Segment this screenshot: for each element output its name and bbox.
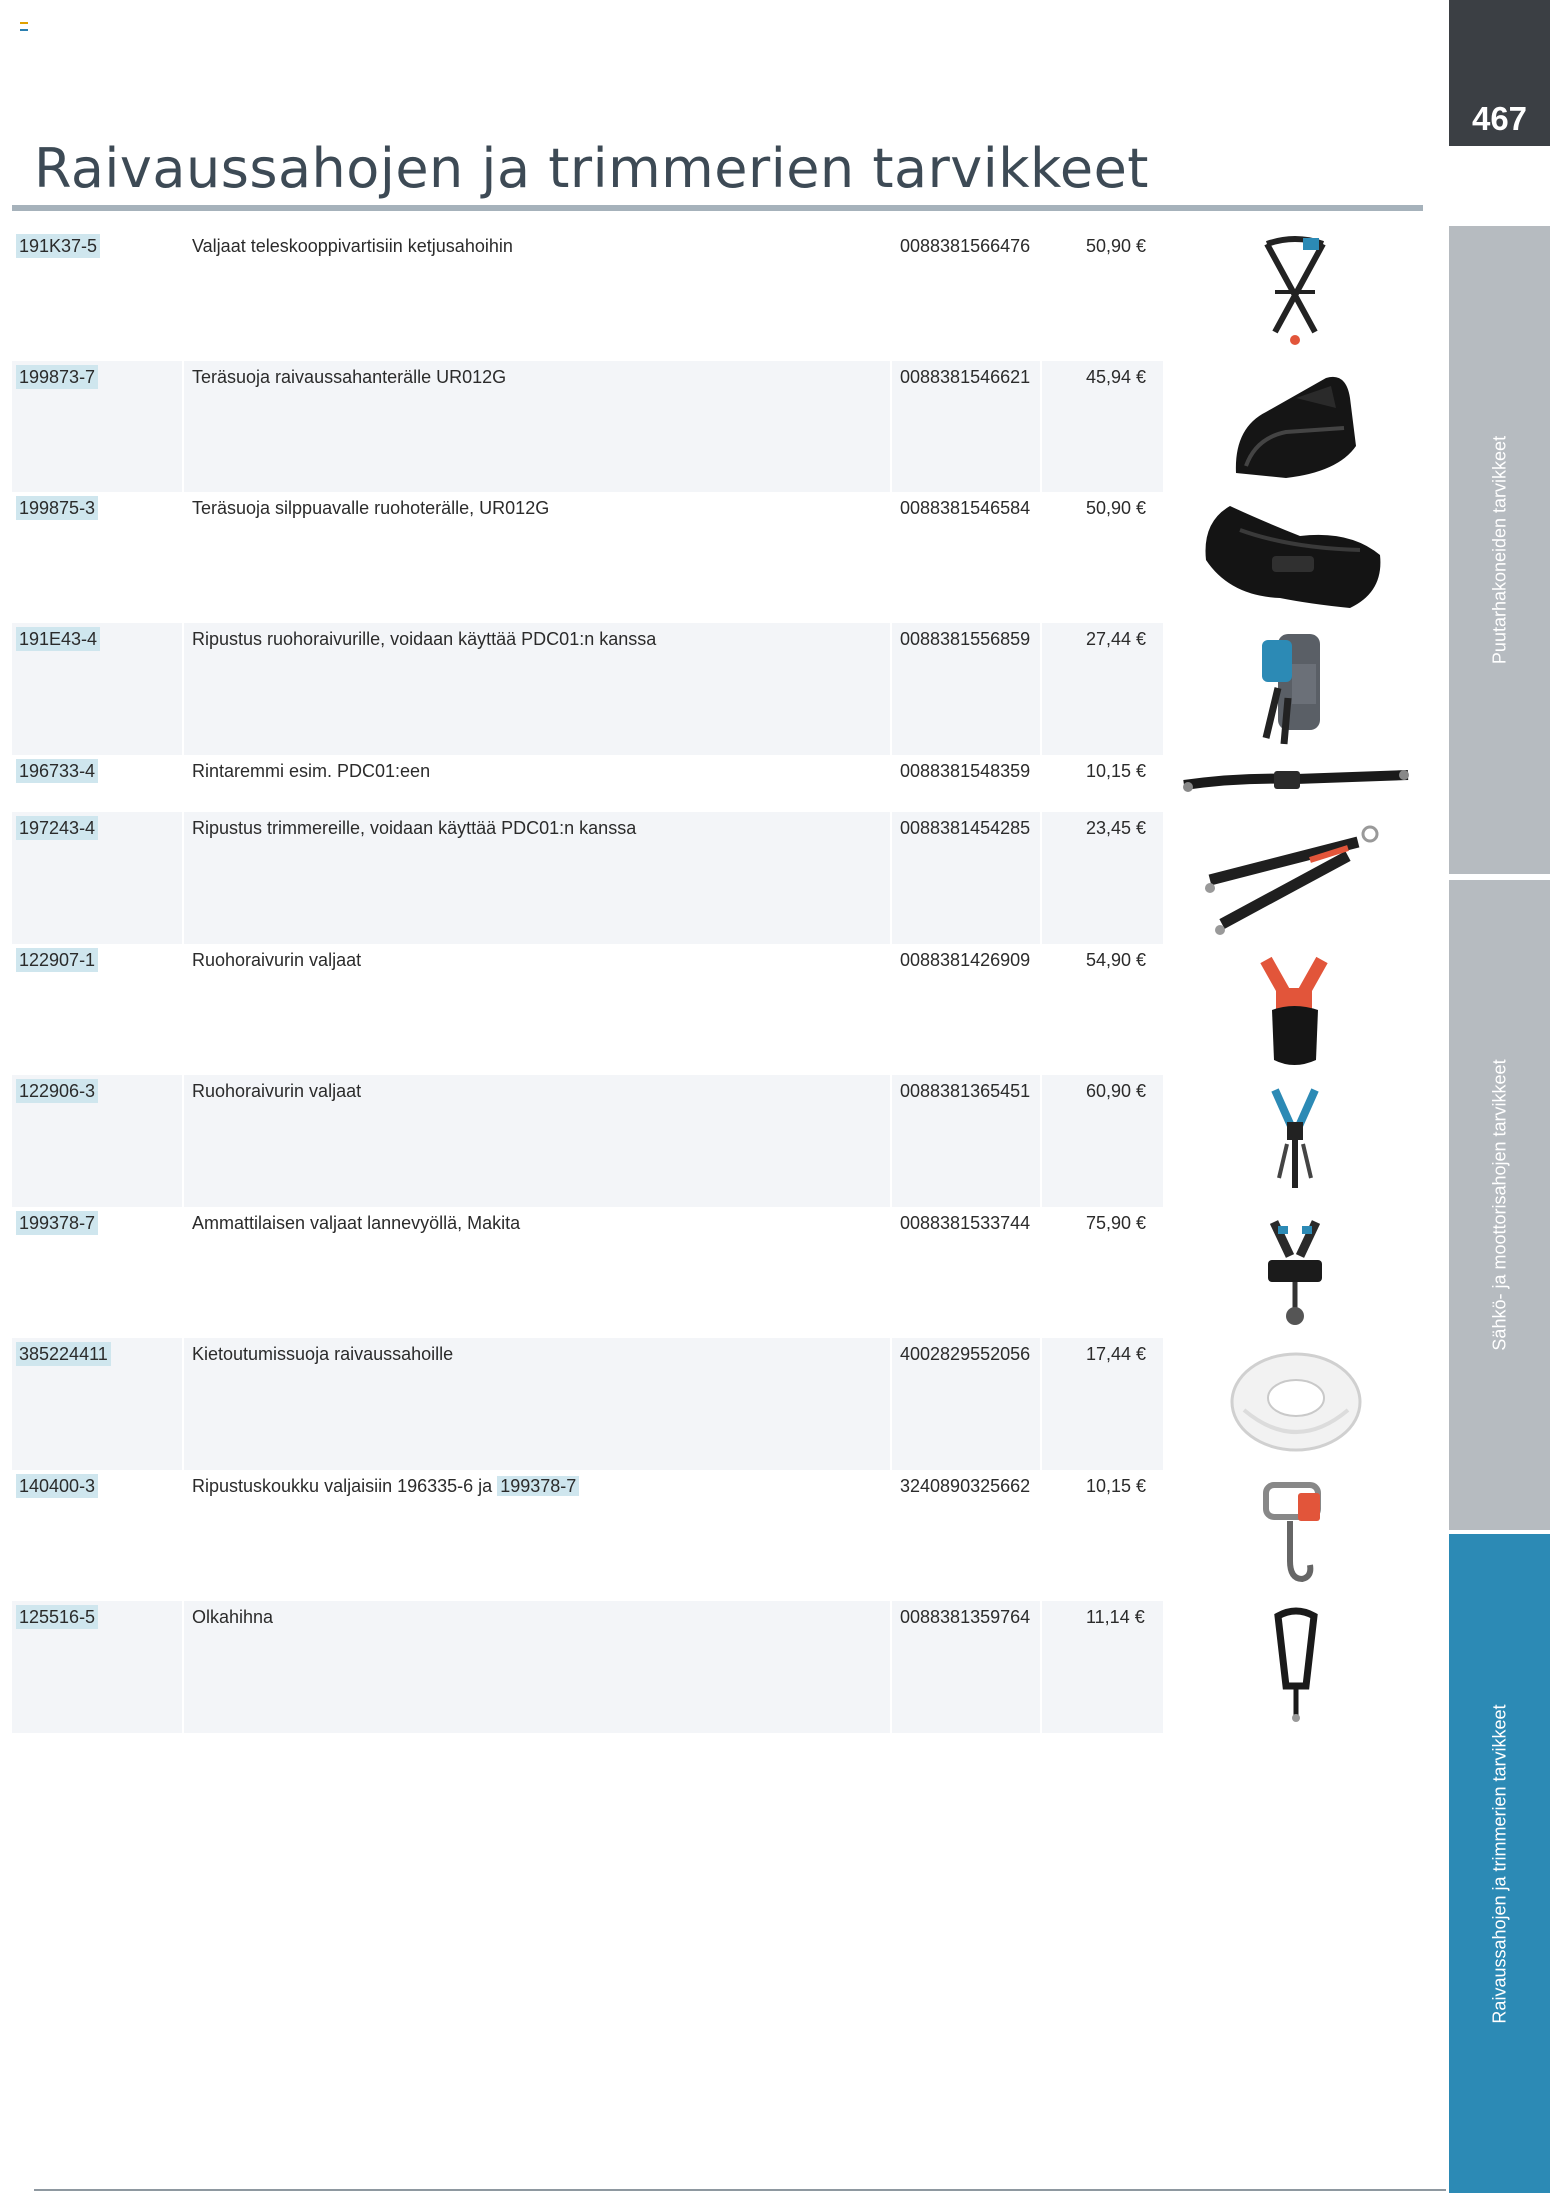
table-row	[12, 623, 1163, 755]
product-description: Ripustus ruohoraivurille, voidaan käyttää PDC01:n kanssa	[192, 629, 657, 649]
product-price: 27,44 €	[1086, 629, 1147, 649]
side-tab-garden[interactable]	[1449, 226, 1550, 874]
shoulder-strap-icon	[1268, 1606, 1324, 1724]
product-price: 60,90 €	[1086, 1081, 1147, 1101]
product-code: 191E43-4	[16, 627, 100, 651]
table-row	[12, 230, 1163, 361]
table-row	[12, 755, 1163, 812]
table-row	[12, 1601, 1163, 1733]
product-ean: 3240890325662	[900, 1476, 1031, 1496]
title-rule	[12, 205, 1423, 211]
product-ean: 4002829552056	[900, 1344, 1031, 1364]
table-row	[12, 1470, 1163, 1601]
x-shoulder-harness-icon	[1245, 232, 1345, 350]
product-price: 45,94 €	[1086, 367, 1147, 387]
description-text: Ripustuskoukku valjaisiin 196335-6 ja	[192, 1476, 498, 1496]
hook-icon	[1258, 1477, 1334, 1591]
product-code: 191K37-5	[16, 234, 100, 258]
table-row	[12, 492, 1163, 623]
corner-mark	[20, 22, 28, 31]
side-tab-label: Sähkö- ja moottorisahojen tarvikkeet	[1489, 1059, 1509, 1351]
pro-harness-icon	[1262, 1216, 1328, 1332]
product-price: 10,15 €	[1086, 761, 1147, 781]
table-row	[12, 1207, 1163, 1338]
product-price: 23,45 €	[1086, 818, 1147, 838]
table-row	[12, 361, 1163, 492]
table-row	[12, 1075, 1163, 1207]
product-price: 10,15 €	[1086, 1476, 1147, 1496]
side-tab-label: Puutarhakoneiden tarvikkeet	[1489, 435, 1509, 665]
product-ean: 0088381454285	[900, 818, 1031, 838]
side-tab-brushcutters[interactable]	[1449, 1534, 1550, 2193]
product-code: 122906-3	[16, 1079, 98, 1103]
product-price: 17,44 €	[1086, 1344, 1147, 1364]
bottom-rule	[34, 2189, 1446, 2191]
product-description: Ruohoraivurin valjaat	[192, 1081, 362, 1101]
product-ean: 0088381548359	[900, 761, 1031, 781]
product-code: 199378-7	[16, 1211, 98, 1235]
blade-guard-icon	[1226, 368, 1366, 486]
product-description: Teräsuoja raivaussahanterälle UR012G	[192, 367, 507, 387]
product-ean: 0088381365451	[900, 1081, 1031, 1101]
product-description: Ruohoraivurin valjaat	[192, 950, 362, 970]
side-tab-saws[interactable]	[1449, 880, 1550, 1530]
page-number-tab	[1449, 0, 1550, 146]
product-description: Ripustus trimmereille, voidaan käyttää PDC01:n kanssa	[192, 818, 637, 838]
product-price: 75,90 €	[1086, 1213, 1147, 1233]
chest-strap-icon	[1180, 765, 1412, 799]
table-row	[12, 944, 1163, 1075]
anti-wrap-guard-icon	[1228, 1350, 1364, 1454]
product-ean: 0088381533744	[900, 1213, 1031, 1233]
product-code: 140400-3	[16, 1474, 98, 1498]
product-description: Valjaat teleskooppivartisiin ketjusahoihin	[192, 236, 513, 256]
product-ean: 0088381546584	[900, 498, 1031, 518]
product-price: 50,90 €	[1086, 236, 1147, 256]
product-code: 197243-4	[16, 816, 98, 840]
backpack-hanger-icon	[1248, 628, 1338, 748]
product-ean: 0088381546621	[900, 367, 1031, 387]
blue-harness-icon	[1265, 1084, 1325, 1198]
product-code: 125516-5	[16, 1605, 98, 1629]
product-code: 196733-4	[16, 759, 98, 783]
page-title: Raivaussahojen ja trimmerien tarvikkeet	[34, 137, 1149, 200]
product-code: 122907-1	[16, 948, 98, 972]
table-row	[12, 1338, 1163, 1470]
product-ean: 0088381556859	[900, 629, 1031, 649]
product-price: 50,90 €	[1086, 498, 1147, 518]
product-description	[192, 1474, 579, 1498]
product-ean: 0088381566476	[900, 236, 1031, 256]
page-number: 467	[1471, 100, 1528, 137]
product-description: Ammattilaisen valjaat lannevyöllä, Makita	[192, 1213, 521, 1233]
product-description: Rintaremmi esim. PDC01:een	[192, 761, 431, 781]
product-description: Teräsuoja silppuavalle ruohoterälle, UR012G	[192, 498, 550, 518]
product-ean: 0088381359764	[900, 1607, 1031, 1627]
product-price: 11,14 €	[1086, 1607, 1145, 1627]
product-code: 199873-7	[16, 365, 98, 389]
orange-harness-icon	[1254, 952, 1334, 1070]
product-code: 385224411	[16, 1342, 111, 1366]
blade-guard-icon	[1200, 500, 1386, 615]
product-ean: 0088381426909	[900, 950, 1031, 970]
product-description: Olkahihna	[192, 1607, 274, 1627]
table-row	[12, 812, 1163, 944]
product-code: 199875-3	[16, 496, 98, 520]
product-reference: 199378-7	[497, 1476, 579, 1496]
product-price: 54,90 €	[1086, 950, 1147, 970]
side-tab-label: Raivaussahojen ja trimmerien tarvikkeet	[1489, 1703, 1509, 2024]
product-description: Kietoutumissuoja raivaussahoille	[192, 1344, 454, 1364]
double-strap-icon	[1198, 820, 1392, 938]
